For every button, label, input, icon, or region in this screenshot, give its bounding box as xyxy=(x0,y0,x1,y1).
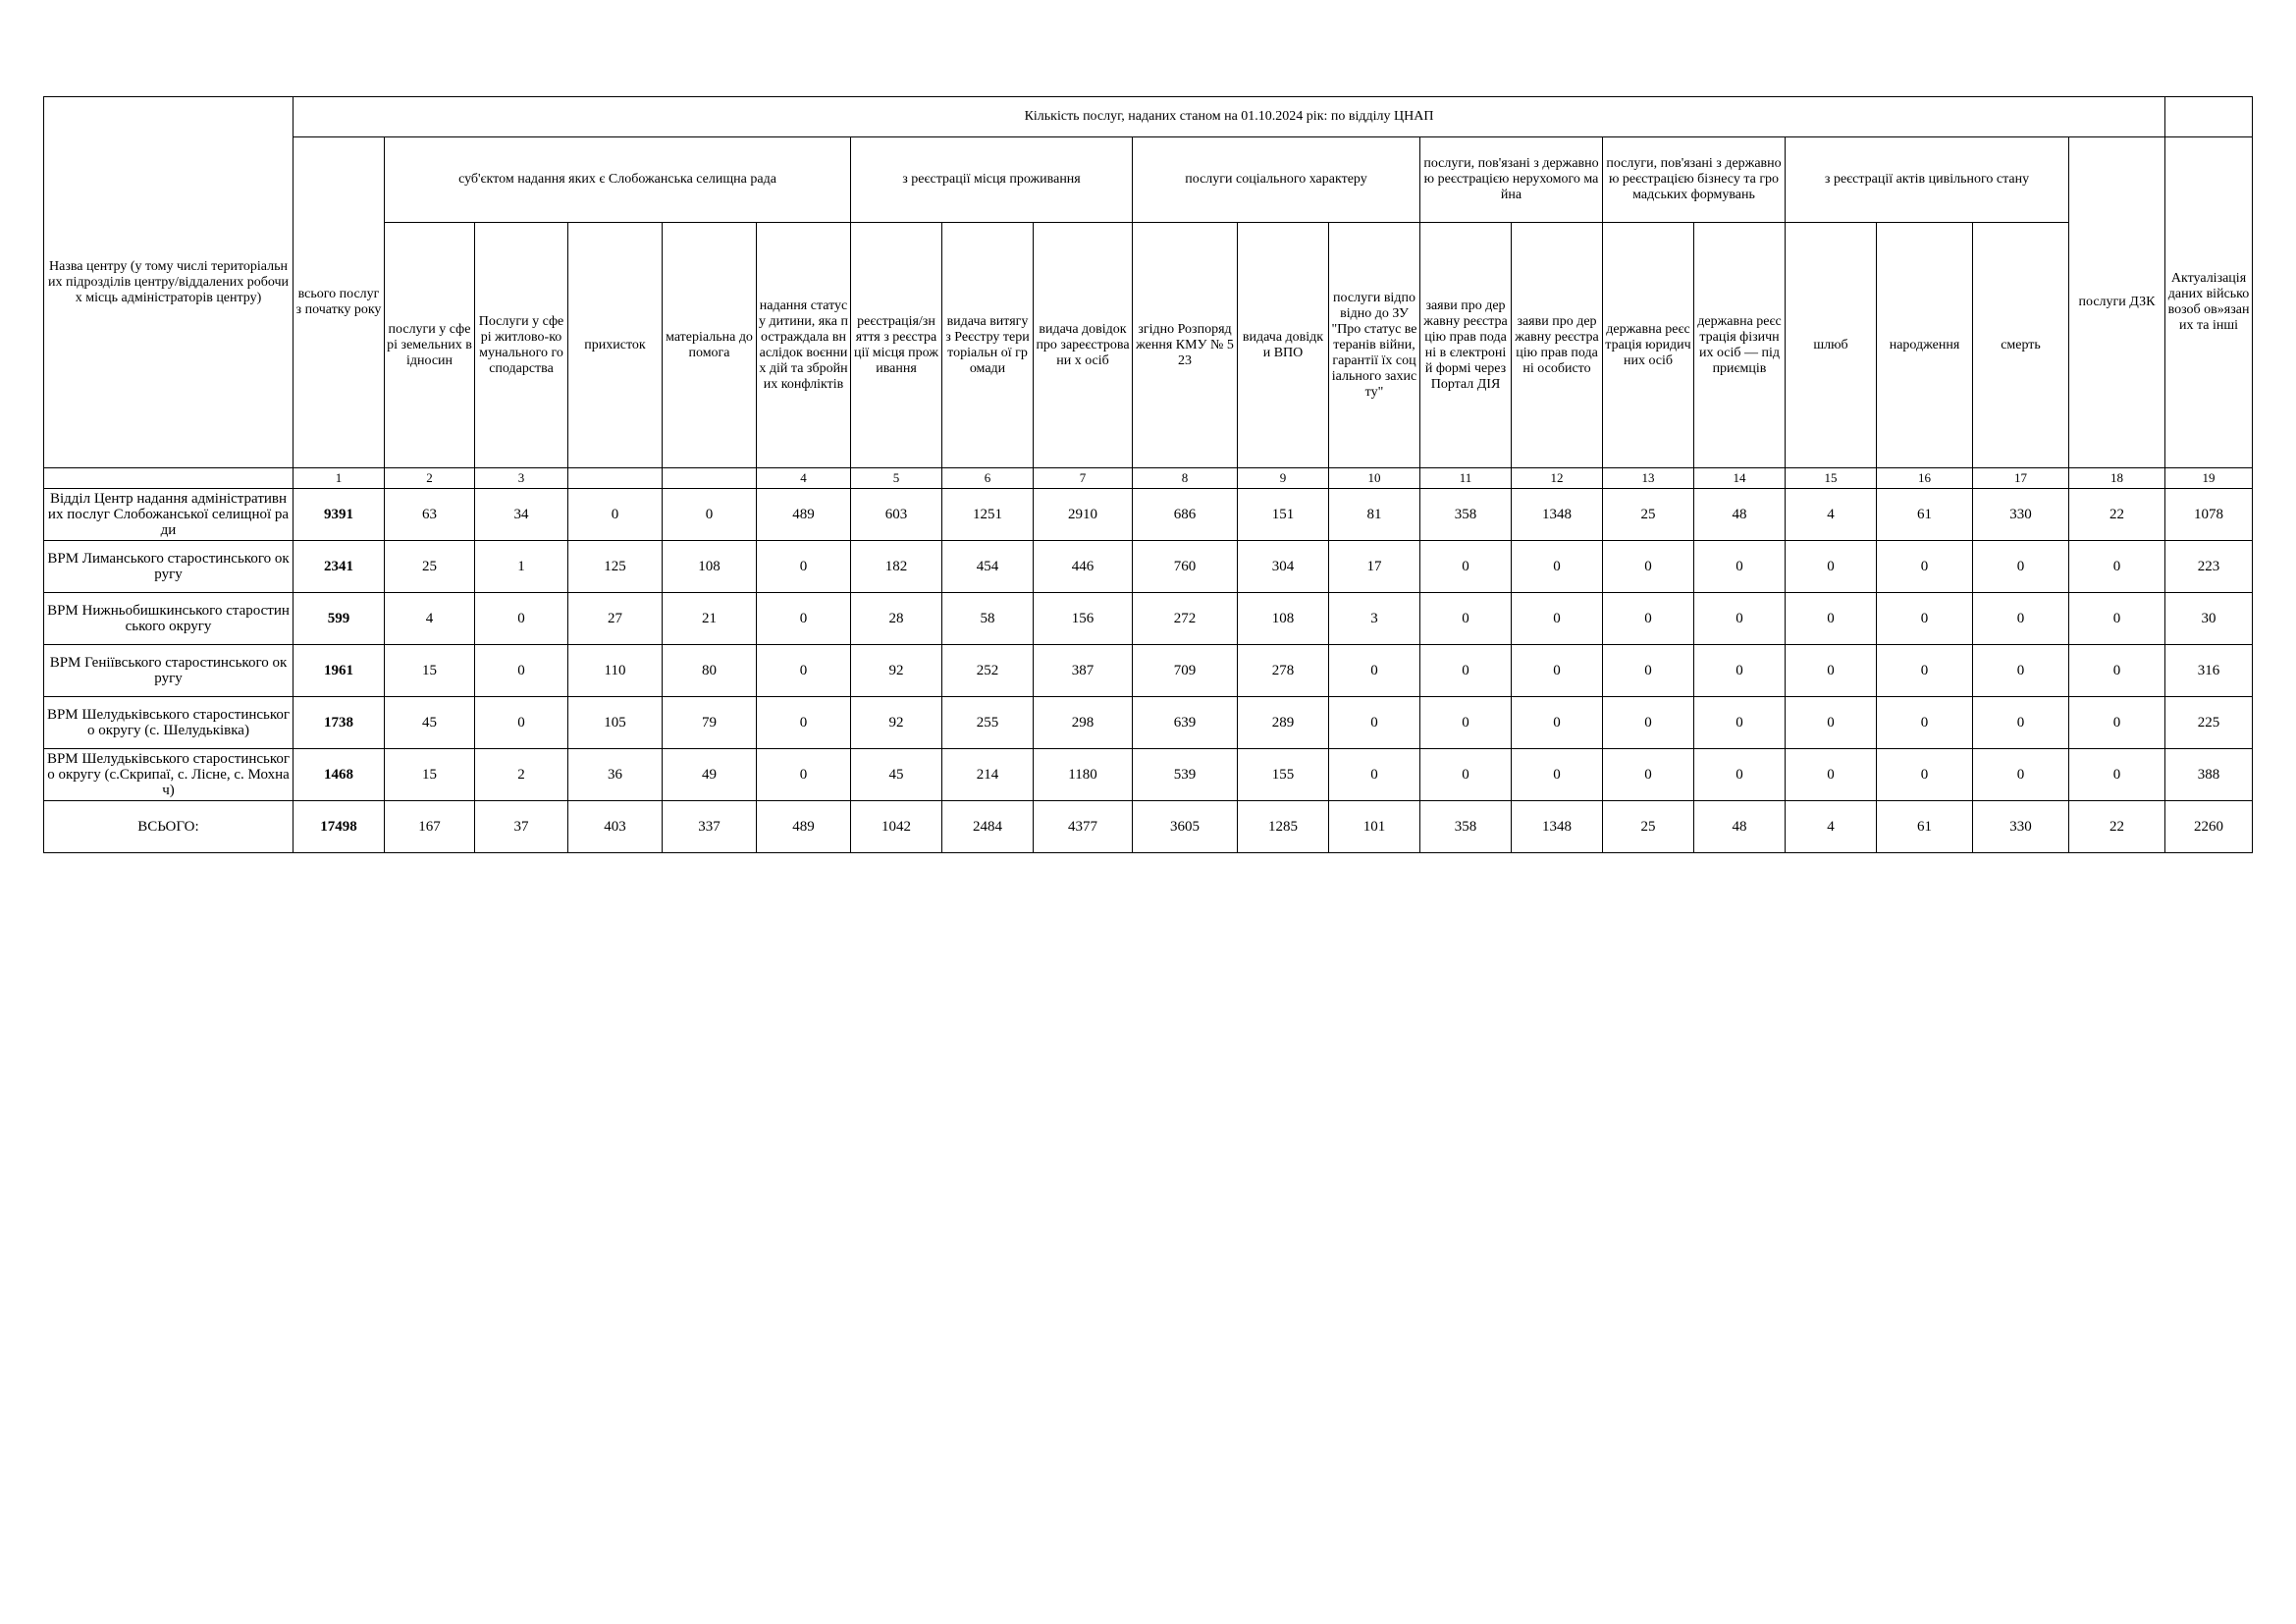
row-value-cell: 289 xyxy=(1238,697,1329,749)
row-value-cell: 0 xyxy=(1603,645,1694,697)
row-value-cell: 316 xyxy=(2165,645,2253,697)
total-row xyxy=(44,801,2253,853)
row-value-cell: 0 xyxy=(757,593,851,645)
row-value-cell: 61 xyxy=(1877,801,1973,853)
row-value-cell: 337 xyxy=(663,801,757,853)
row-value-cell: 21 xyxy=(663,593,757,645)
sub-header-cell: надання статусу дитини, яка постраждала внаслідок воєнних дій та збройних конфліктів xyxy=(757,223,851,468)
row-value-cell: 388 xyxy=(2165,749,2253,801)
row-value-cell: 2 xyxy=(475,749,568,801)
sub-header-cell: видача витягу з Реєстру територіальн ої громади xyxy=(942,223,1034,468)
row-value-cell: 330 xyxy=(1973,801,2069,853)
row-value-cell: 1348 xyxy=(1512,489,1603,541)
row-total-cell: 1961 xyxy=(294,645,385,697)
row-value-cell: 80 xyxy=(663,645,757,697)
row-value-cell: 25 xyxy=(385,541,475,593)
row-value-cell: 0 xyxy=(1877,593,1973,645)
column-number-cell: 15 xyxy=(1786,468,1877,489)
row-value-cell: 79 xyxy=(663,697,757,749)
row-value-cell: 48 xyxy=(1694,489,1786,541)
row-value-cell: 0 xyxy=(2069,749,2165,801)
row-value-cell: 0 xyxy=(757,697,851,749)
row-value-cell: 0 xyxy=(475,645,568,697)
column-number-cell: 14 xyxy=(1694,468,1786,489)
row-value-cell: 0 xyxy=(1329,645,1420,697)
row-value-cell: 0 xyxy=(1877,541,1973,593)
row-value-cell: 709 xyxy=(1133,645,1238,697)
sub-header-cell: заяви про державну реєстрацію прав подані особисто xyxy=(1512,223,1603,468)
column-number-cell: 7 xyxy=(1034,468,1133,489)
row-value-cell: 686 xyxy=(1133,489,1238,541)
row-value-cell: 0 xyxy=(2069,541,2165,593)
sub-header-cell: смерть xyxy=(1973,223,2069,468)
column-number-cell xyxy=(44,468,294,489)
row-value-cell: 45 xyxy=(385,697,475,749)
row-value-cell: 0 xyxy=(1512,697,1603,749)
row-value-cell: 0 xyxy=(1786,541,1877,593)
column-number-cell: 1 xyxy=(294,468,385,489)
row-value-cell: 92 xyxy=(851,645,942,697)
row-value-cell: 1078 xyxy=(2165,489,2253,541)
column-number-row xyxy=(44,468,2253,489)
row-value-cell: 105 xyxy=(568,697,663,749)
column-number-cell xyxy=(663,468,757,489)
row-value-cell: 489 xyxy=(757,801,851,853)
column-number-cell: 4 xyxy=(757,468,851,489)
row-value-cell: 0 xyxy=(757,645,851,697)
row-value-cell: 0 xyxy=(1603,749,1694,801)
row-value-cell: 61 xyxy=(1877,489,1973,541)
row-value-cell: 101 xyxy=(1329,801,1420,853)
row-total-cell: 2341 xyxy=(294,541,385,593)
row-value-cell: 0 xyxy=(1420,697,1512,749)
header-dzk: послуги ДЗК xyxy=(2069,137,2165,468)
row-name-cell: Відділ Центр надання адміністративних послуг Слобожанської селищної ради xyxy=(44,489,294,541)
row-value-cell: 2910 xyxy=(1034,489,1133,541)
sub-header-cell: народження xyxy=(1877,223,1973,468)
row-value-cell: 0 xyxy=(1786,749,1877,801)
row-value-cell: 0 xyxy=(1973,541,2069,593)
row-value-cell: 110 xyxy=(568,645,663,697)
row-value-cell: 151 xyxy=(1238,489,1329,541)
row-value-cell: 108 xyxy=(1238,593,1329,645)
row-total-cell: 599 xyxy=(294,593,385,645)
row-value-cell: 0 xyxy=(1877,645,1973,697)
row-value-cell: 22 xyxy=(2069,801,2165,853)
row-name-cell: ВРМ Шелудьківського старостинського округу (с. Шелудьківка) xyxy=(44,697,294,749)
row-value-cell: 36 xyxy=(568,749,663,801)
table-row xyxy=(44,541,2253,593)
services-report-table xyxy=(43,96,2253,853)
sub-header-cell: державна реєстрація юридичних осіб xyxy=(1603,223,1694,468)
column-number-cell: 2 xyxy=(385,468,475,489)
row-value-cell: 639 xyxy=(1133,697,1238,749)
table-row xyxy=(44,749,2253,801)
header-total-services: всього послуг з початку року xyxy=(294,137,385,468)
sub-header-cell: послуги у сфері земельних відносин xyxy=(385,223,475,468)
table-row xyxy=(44,645,2253,697)
sub-header-cell: згідно Розпорядження КМУ № 523 xyxy=(1133,223,1238,468)
row-value-cell: 0 xyxy=(1512,645,1603,697)
sub-header-cell: заяви про державну реєстрацію прав подані в єлектроній формі через Портал ДІЯ xyxy=(1420,223,1512,468)
row-value-cell: 272 xyxy=(1133,593,1238,645)
row-value-cell: 28 xyxy=(851,593,942,645)
row-value-cell: 2484 xyxy=(942,801,1034,853)
row-value-cell: 489 xyxy=(757,489,851,541)
sub-header-cell: послуги відповідно до ЗУ "Про статус ветеранів війни, гарантії їх соціального захисту" xyxy=(1329,223,1420,468)
row-value-cell: 0 xyxy=(1420,749,1512,801)
row-value-cell: 446 xyxy=(1034,541,1133,593)
row-value-cell: 0 xyxy=(1877,749,1973,801)
row-value-cell: 0 xyxy=(1694,697,1786,749)
row-value-cell: 0 xyxy=(1603,593,1694,645)
row-value-cell: 37 xyxy=(475,801,568,853)
row-value-cell: 278 xyxy=(1238,645,1329,697)
group-business: послуги, пов'язані з державною реєстрацією бізнесу та громадських формувань xyxy=(1603,137,1786,223)
row-value-cell: 0 xyxy=(1973,645,2069,697)
row-value-cell: 0 xyxy=(1877,697,1973,749)
header-name-column: Назва центру (у тому числі територіальних підрозділів центру/віддалених робочих місць адміністраторів центру) xyxy=(44,97,294,468)
row-value-cell: 0 xyxy=(1420,645,1512,697)
row-value-cell: 0 xyxy=(568,489,663,541)
row-value-cell: 0 xyxy=(1512,749,1603,801)
row-value-cell: 298 xyxy=(1034,697,1133,749)
row-value-cell: 182 xyxy=(851,541,942,593)
row-value-cell: 125 xyxy=(568,541,663,593)
row-value-cell: 15 xyxy=(385,645,475,697)
column-number-cell: 8 xyxy=(1133,468,1238,489)
row-value-cell: 0 xyxy=(1694,541,1786,593)
row-total-cell: 17498 xyxy=(294,801,385,853)
row-value-cell: 330 xyxy=(1973,489,2069,541)
row-value-cell: 58 xyxy=(942,593,1034,645)
row-value-cell: 387 xyxy=(1034,645,1133,697)
row-value-cell: 255 xyxy=(942,697,1034,749)
row-name-cell: ВРМ Шелудьківського старостинського округу (с.Скрипаї, с. Лісне, с. Мохнач) xyxy=(44,749,294,801)
row-name-cell: ВСЬОГО: xyxy=(44,801,294,853)
row-value-cell: 0 xyxy=(475,593,568,645)
row-value-cell: 0 xyxy=(2069,645,2165,697)
row-value-cell: 358 xyxy=(1420,489,1512,541)
row-value-cell: 3 xyxy=(1329,593,1420,645)
row-value-cell: 92 xyxy=(851,697,942,749)
row-value-cell: 0 xyxy=(1603,697,1694,749)
row-value-cell: 45 xyxy=(851,749,942,801)
row-value-cell: 0 xyxy=(1973,697,2069,749)
row-value-cell: 1348 xyxy=(1512,801,1603,853)
row-value-cell: 0 xyxy=(1329,697,1420,749)
sub-header-cell: шлюб xyxy=(1786,223,1877,468)
row-value-cell: 1251 xyxy=(942,489,1034,541)
sub-header-cell: видача довідок про зареєстровани х осіб xyxy=(1034,223,1133,468)
row-value-cell: 0 xyxy=(2069,593,2165,645)
row-total-cell: 1468 xyxy=(294,749,385,801)
row-value-cell: 4 xyxy=(1786,489,1877,541)
column-number-cell: 12 xyxy=(1512,468,1603,489)
row-value-cell: 3605 xyxy=(1133,801,1238,853)
row-value-cell: 0 xyxy=(1694,593,1786,645)
group-slobozhanska: суб'єктом надання яких є Слобожанська селищна рада xyxy=(385,137,851,223)
row-value-cell: 252 xyxy=(942,645,1034,697)
row-value-cell: 27 xyxy=(568,593,663,645)
group-civil-status: з реєстрації актів цивільного стану xyxy=(1786,137,2069,223)
row-value-cell: 2260 xyxy=(2165,801,2253,853)
row-value-cell: 0 xyxy=(2069,697,2165,749)
row-value-cell: 4 xyxy=(1786,801,1877,853)
sub-header-cell: матеріальна допомога xyxy=(663,223,757,468)
group-social-services: послуги соціального характеру xyxy=(1133,137,1420,223)
column-number-cell: 9 xyxy=(1238,468,1329,489)
row-value-cell: 0 xyxy=(663,489,757,541)
column-number-cell: 16 xyxy=(1877,468,1973,489)
row-value-cell: 63 xyxy=(385,489,475,541)
row-value-cell: 0 xyxy=(1420,541,1512,593)
report-title: Кількість послуг, наданих станом на 01.10.2024 рік: по відділу ЦНАП xyxy=(294,97,2165,137)
row-value-cell: 48 xyxy=(1694,801,1786,853)
column-number-cell: 10 xyxy=(1329,468,1420,489)
row-value-cell: 0 xyxy=(1973,749,2069,801)
row-value-cell: 22 xyxy=(2069,489,2165,541)
row-value-cell: 30 xyxy=(2165,593,2253,645)
row-value-cell: 0 xyxy=(1512,593,1603,645)
row-value-cell: 167 xyxy=(385,801,475,853)
group-residence-registration: з реєстрації місця проживання xyxy=(851,137,1133,223)
row-value-cell: 49 xyxy=(663,749,757,801)
row-value-cell: 403 xyxy=(568,801,663,853)
sub-header-cell: державна реєстрація фізичних осіб — підприємців xyxy=(1694,223,1786,468)
row-value-cell: 81 xyxy=(1329,489,1420,541)
header-blank-cell xyxy=(2165,97,2253,137)
row-value-cell: 358 xyxy=(1420,801,1512,853)
column-number-cell: 5 xyxy=(851,468,942,489)
row-value-cell: 1042 xyxy=(851,801,942,853)
row-total-cell: 9391 xyxy=(294,489,385,541)
row-value-cell: 4 xyxy=(385,593,475,645)
sub-header-cell: прихисток xyxy=(568,223,663,468)
row-value-cell: 0 xyxy=(1786,645,1877,697)
header-aktualization: Актуалізація даних військовозоб ов»язаних та інші xyxy=(2165,137,2253,468)
column-number-cell: 6 xyxy=(942,468,1034,489)
row-value-cell: 760 xyxy=(1133,541,1238,593)
row-value-cell: 0 xyxy=(1786,697,1877,749)
sub-header-cell: реєстрація/зн яття з реєстрації місця проживання xyxy=(851,223,942,468)
column-number-cell: 11 xyxy=(1420,468,1512,489)
row-value-cell: 603 xyxy=(851,489,942,541)
column-number-cell: 3 xyxy=(475,468,568,489)
row-value-cell: 0 xyxy=(1694,749,1786,801)
row-value-cell: 0 xyxy=(757,749,851,801)
column-number-cell: 17 xyxy=(1973,468,2069,489)
row-value-cell: 1 xyxy=(475,541,568,593)
row-value-cell: 34 xyxy=(475,489,568,541)
row-value-cell: 214 xyxy=(942,749,1034,801)
row-total-cell: 1738 xyxy=(294,697,385,749)
row-value-cell: 15 xyxy=(385,749,475,801)
row-name-cell: ВРМ Нижньобишкинського старостинського округу xyxy=(44,593,294,645)
row-value-cell: 454 xyxy=(942,541,1034,593)
column-number-cell: 13 xyxy=(1603,468,1694,489)
table-row xyxy=(44,593,2253,645)
row-value-cell: 156 xyxy=(1034,593,1133,645)
sub-header-cell: Послуги у сфері житлово-комунального господарства xyxy=(475,223,568,468)
row-value-cell: 4377 xyxy=(1034,801,1133,853)
column-number-cell: 19 xyxy=(2165,468,2253,489)
row-value-cell: 0 xyxy=(1973,593,2069,645)
row-value-cell: 0 xyxy=(475,697,568,749)
row-value-cell: 225 xyxy=(2165,697,2253,749)
row-value-cell: 304 xyxy=(1238,541,1329,593)
row-value-cell: 0 xyxy=(1512,541,1603,593)
sub-header-cell: видача довідки ВПО xyxy=(1238,223,1329,468)
row-value-cell: 108 xyxy=(663,541,757,593)
column-number-cell xyxy=(568,468,663,489)
row-value-cell: 1180 xyxy=(1034,749,1133,801)
row-value-cell: 0 xyxy=(757,541,851,593)
column-number-cell: 18 xyxy=(2069,468,2165,489)
row-value-cell: 0 xyxy=(1420,593,1512,645)
row-value-cell: 1285 xyxy=(1238,801,1329,853)
row-value-cell: 25 xyxy=(1603,489,1694,541)
row-value-cell: 0 xyxy=(1603,541,1694,593)
table-row xyxy=(44,489,2253,541)
row-value-cell: 0 xyxy=(1694,645,1786,697)
row-name-cell: ВРМ Лиманського старостинського округу xyxy=(44,541,294,593)
row-value-cell: 539 xyxy=(1133,749,1238,801)
row-value-cell: 155 xyxy=(1238,749,1329,801)
row-value-cell: 17 xyxy=(1329,541,1420,593)
row-value-cell: 223 xyxy=(2165,541,2253,593)
row-value-cell: 0 xyxy=(1329,749,1420,801)
group-real-estate: послуги, пов'язані з державною реєстрацією нерухомого майна xyxy=(1420,137,1603,223)
row-value-cell: 0 xyxy=(1786,593,1877,645)
row-name-cell: ВРМ Геніївського старостинського округу xyxy=(44,645,294,697)
table-row xyxy=(44,697,2253,749)
row-value-cell: 25 xyxy=(1603,801,1694,853)
